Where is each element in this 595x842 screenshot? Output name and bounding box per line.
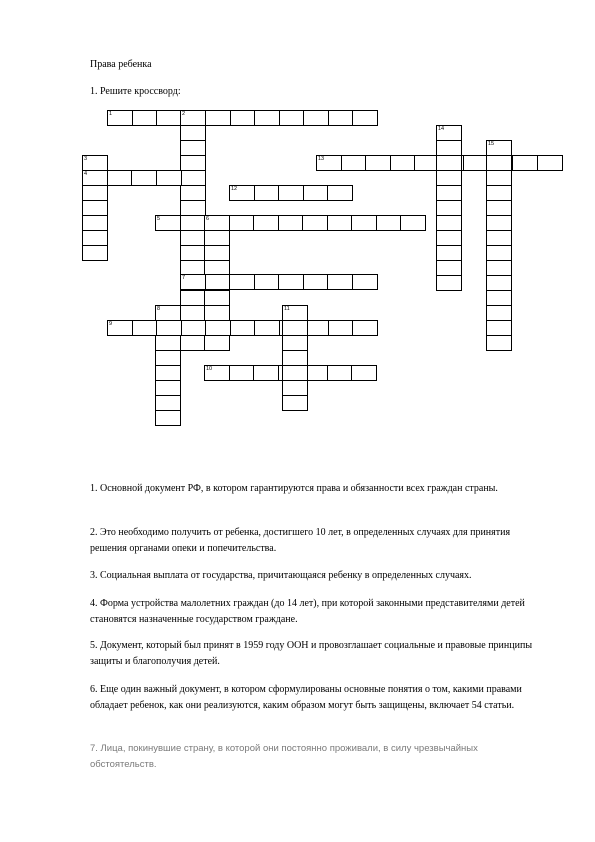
crossword-cell[interactable] (436, 200, 462, 216)
crossword-cell[interactable] (180, 170, 206, 186)
crossword-cell[interactable] (155, 335, 181, 351)
crossword-cell[interactable] (204, 305, 230, 321)
crossword-number: 6 (206, 216, 210, 222)
clue-5: 5. Документ, который был принят в 1959 году ООН и провозглашает социальные и правовые принципы защиты и благополучия детей. (90, 640, 533, 667)
crossword-number: 4 (84, 171, 88, 177)
crossword-cell[interactable] (132, 110, 158, 126)
crossword-number: 1 (109, 111, 113, 117)
crossword-cell[interactable] (436, 170, 462, 186)
crossword-cell[interactable] (204, 230, 230, 246)
crossword-number: 10 (206, 366, 213, 372)
crossword-cell[interactable] (537, 155, 563, 171)
crossword-cell[interactable] (82, 185, 108, 201)
crossword-cell[interactable] (230, 110, 256, 126)
crossword-cell[interactable] (180, 245, 206, 261)
crossword-cell[interactable] (512, 155, 538, 171)
crossword-cell[interactable] (204, 290, 230, 306)
crossword-number: 14 (438, 126, 445, 132)
crossword-cell[interactable] (107, 170, 133, 186)
crossword-cell[interactable] (303, 274, 329, 290)
page-title: Права ребенка (90, 59, 152, 70)
crossword-cell[interactable] (181, 320, 207, 336)
crossword-cell[interactable] (254, 320, 280, 336)
crossword-cell[interactable] (365, 155, 391, 171)
crossword-cell[interactable] (352, 320, 378, 336)
crossword-cell[interactable] (486, 155, 512, 171)
task-heading: 1. Решите кроссворд: (90, 86, 181, 97)
crossword-cell[interactable] (328, 320, 354, 336)
crossword-cell[interactable] (436, 185, 462, 201)
crossword-cell[interactable] (341, 155, 367, 171)
crossword-cell[interactable] (155, 380, 181, 396)
crossword-cell[interactable] (205, 110, 231, 126)
crossword-cell[interactable] (180, 335, 206, 351)
crossword-cell[interactable] (436, 260, 462, 276)
clue-3: 3. Социальная выплата от государства, причитающаяся ребенку в определенных случаях. (90, 570, 472, 581)
crossword-cell[interactable] (486, 290, 512, 306)
crossword-cell[interactable] (486, 215, 512, 231)
clue-6: 6. Еще один важный документ, в котором сформулированы основные понятия о том, какими правами обладает ребенок, как они реализуются, каким образом могут быть защищены, включает 54 статьи. (90, 684, 522, 711)
crossword-cell[interactable] (254, 110, 280, 126)
crossword-cell[interactable] (486, 245, 512, 261)
crossword-number: 11 (284, 306, 290, 312)
crossword-cell[interactable] (229, 215, 255, 231)
crossword-cell[interactable] (132, 320, 158, 336)
crossword-cell[interactable] (180, 215, 206, 231)
crossword-cell[interactable] (180, 230, 206, 246)
crossword-cell[interactable] (254, 274, 280, 290)
crossword-cell[interactable] (351, 215, 377, 231)
crossword-cell[interactable] (180, 290, 206, 306)
crossword-cell[interactable] (278, 185, 304, 201)
crossword-cell[interactable] (82, 245, 108, 261)
crossword-number: 9 (109, 321, 113, 327)
crossword-cell[interactable] (282, 350, 308, 366)
crossword-cell[interactable] (282, 320, 308, 336)
crossword-cell[interactable] (155, 410, 181, 426)
crossword-cell[interactable] (328, 110, 354, 126)
crossword-cell[interactable] (229, 274, 255, 290)
crossword-cell[interactable] (205, 320, 231, 336)
crossword-number: 15 (488, 141, 495, 147)
crossword-cell[interactable] (156, 110, 182, 126)
crossword-cell[interactable] (205, 274, 231, 290)
crossword-number: 5 (157, 216, 161, 222)
crossword-cell[interactable] (486, 260, 512, 276)
crossword-cell[interactable] (486, 320, 512, 336)
crossword-cell[interactable] (82, 215, 108, 231)
crossword-cell[interactable] (254, 185, 280, 201)
crossword-cell[interactable] (400, 215, 426, 231)
crossword-cell[interactable] (436, 230, 462, 246)
crossword-cell[interactable] (352, 274, 378, 290)
crossword-cell[interactable] (303, 110, 329, 126)
crossword-cell[interactable] (436, 155, 462, 171)
crossword-cell[interactable] (486, 200, 512, 216)
crossword-cell[interactable] (253, 215, 279, 231)
crossword-cell[interactable] (436, 140, 462, 156)
crossword-number: 13 (318, 156, 325, 162)
crossword-cell[interactable] (180, 155, 206, 171)
crossword-cell[interactable] (486, 230, 512, 246)
crossword-cell[interactable] (486, 335, 512, 351)
crossword-cell[interactable] (155, 365, 181, 381)
crossword-cell[interactable] (253, 365, 279, 381)
crossword-cell[interactable] (278, 274, 304, 290)
crossword-cell[interactable] (327, 215, 353, 231)
crossword-cell[interactable] (436, 275, 462, 291)
crossword-cell[interactable] (486, 185, 512, 201)
crossword-number: 12 (231, 186, 238, 192)
crossword-cell[interactable] (327, 185, 353, 201)
crossword-cell[interactable] (204, 335, 230, 351)
crossword-cell[interactable] (155, 350, 181, 366)
crossword-cell[interactable] (352, 110, 378, 126)
crossword-cell[interactable] (302, 215, 328, 231)
crossword-cell[interactable] (180, 125, 206, 141)
clue-7: 7. Лица, покинувшие страну, в которой они постоянно проживали, в силу чрезвычайных обстоятельств. (90, 743, 478, 770)
crossword-number: 2 (182, 111, 186, 117)
crossword-cell[interactable] (131, 170, 157, 186)
crossword-cell[interactable] (436, 215, 462, 231)
crossword-cell[interactable] (351, 365, 377, 381)
crossword-cell[interactable] (156, 170, 182, 186)
crossword-cell[interactable] (180, 200, 206, 216)
crossword-cell[interactable] (278, 215, 304, 231)
crossword-cell[interactable] (282, 365, 308, 381)
crossword-cell[interactable] (82, 230, 108, 246)
crossword-cell[interactable] (327, 274, 353, 290)
crossword-cell[interactable] (376, 215, 402, 231)
crossword-cell[interactable] (156, 320, 182, 336)
clue-1: 1. Основной документ РФ, в котором гарантируются права и обязанности всех граждан страны. (90, 483, 498, 494)
clue-2: 2. Это необходимо получить от ребенка, достигшего 10 лет, в определенных случаях для принятия решения органами опеки и попечительства. (90, 527, 511, 554)
crossword-cell[interactable] (327, 365, 353, 381)
crossword-cell[interactable] (282, 335, 308, 351)
crossword-number: 7 (182, 275, 186, 281)
crossword-cell[interactable] (155, 395, 181, 411)
crossword-cell[interactable] (390, 155, 416, 171)
crossword-cell[interactable] (279, 110, 305, 126)
crossword-cell[interactable] (486, 275, 512, 291)
crossword-cell[interactable] (204, 245, 230, 261)
crossword-cell[interactable] (180, 305, 206, 321)
crossword-cell[interactable] (180, 140, 206, 156)
crossword-number: 8 (157, 306, 161, 312)
crossword-number: 3 (84, 156, 88, 162)
crossword-cell[interactable] (229, 365, 255, 381)
crossword-cell[interactable] (486, 305, 512, 321)
crossword-cell[interactable] (436, 245, 462, 261)
crossword-cell[interactable] (180, 185, 206, 201)
crossword-cell[interactable] (303, 185, 329, 201)
crossword-cell[interactable] (282, 395, 308, 411)
clue-4: 4. Форма устройства малолетних граждан (до 14 лет), при которой законными представителями детей становятся назначенные государством граждане. (90, 598, 525, 625)
crossword-cell[interactable] (486, 170, 512, 186)
crossword-cell[interactable] (82, 200, 108, 216)
crossword-cell[interactable] (230, 320, 256, 336)
crossword-cell[interactable] (282, 380, 308, 396)
